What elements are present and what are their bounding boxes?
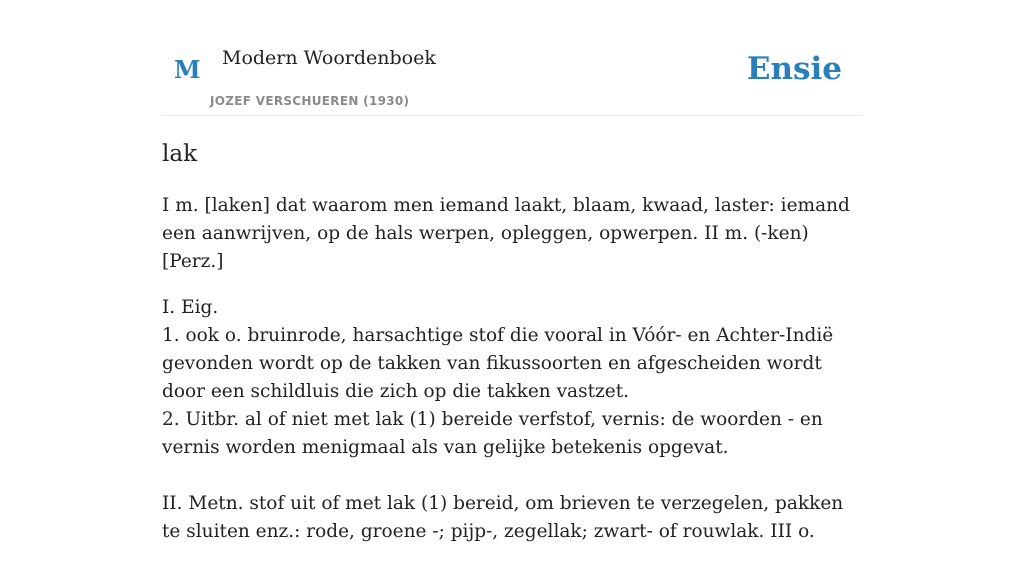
sense-heading: I. Eig. [162, 297, 219, 318]
dictionary-author: JOZEF VERSCHUEREN (1930) [210, 94, 410, 108]
sense-item-2: 2. Uitbr. al of niet met lak (1) bereide verfstof, vernis: de woorden - en vernis worden menigmaal als van gelijke betekenis opgevat. [162, 409, 823, 458]
ensie-logo[interactable]: Ensie [746, 51, 842, 87]
sense-metonymic: II. Metn. stof uit of met lak (1) bereid, om brieven te verzegelen, pakken te sluiten enz.: rode, groene -; pijp-, zegellak; zwart- of rouwlak. III o. [162, 493, 844, 542]
dictionary-logo[interactable]: M [174, 55, 201, 84]
definition-intro: I m. [laken] dat waarom men iemand laakt, blaam, kwaad, laster: iemand een aanwrijven, op de hals werpen, opleggen, opwerpen. II m. (-ken) [Perz.] [162, 195, 850, 272]
headword: lak [162, 141, 198, 167]
entry-card [162, 0, 862, 542]
entry-definition [162, 192, 862, 564]
sense-block-literal [162, 294, 862, 462]
sense-item-1: 1. ook o. bruinrode, harsachtige stof die vooral in Vóór- en Achter-Indië gevonden wordt op de takken van fikussoorten en afgescheiden wordt door een schildluis die zich op die takken vastzet. [162, 325, 834, 402]
dictionary-title[interactable]: Modern Woordenboek [222, 47, 436, 69]
dictionary-header [162, 0, 862, 116]
